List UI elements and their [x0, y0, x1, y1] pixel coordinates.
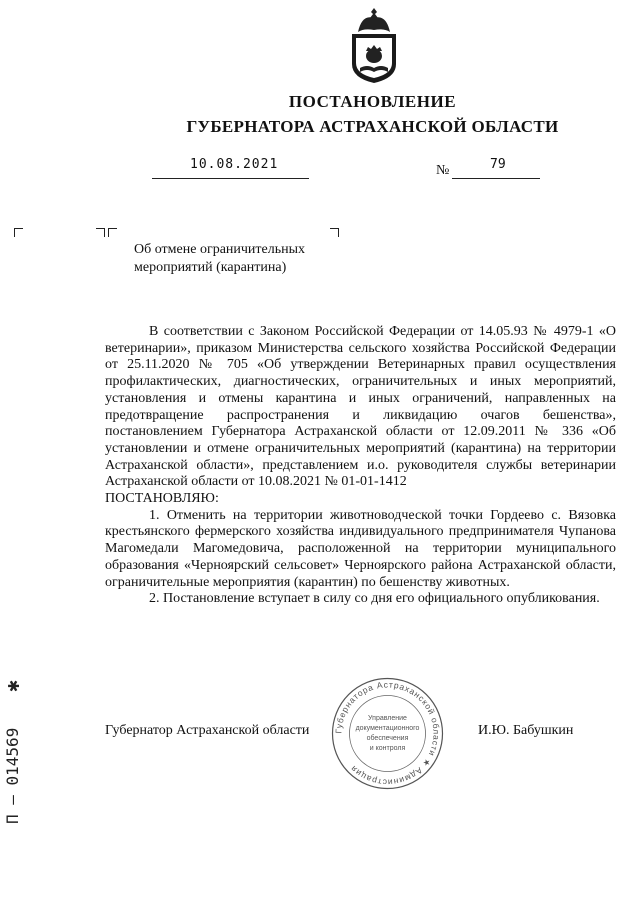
svg-text:документационного: документационного [355, 725, 420, 732]
document-subject [134, 241, 305, 277]
decree-word: ПОСТАНОВЛЯЮ: [105, 491, 219, 507]
intro-paragraph: В соответствии с Законом Российской Федерации от 14.05.93 № 4979-1 «О ветеринарии», приказом Министерства сельского хозяйства Российской Федерации от 25.11.2020 № 705 «Об утверждении Ветеринарных правил осуществления профилактических, диагностических, ограничительных и иных мероприятий, установления и отмены карантина и иных ограничений, направленных на предотвращение распространения и ликвидацию очагов бешенства», постановлением Губернатора Астраханской области от 12.09.2011 № 336 «Об установлении и отмене ограничительных мероприятий (карантина) на территории Астраханской области», представлением и.о. руководителя службы ветеринарии Астраханской области от 10.08.2021 № 01-01-1412 [105, 324, 616, 490]
coat-of-arms-emblem [344, 6, 404, 84]
corner-mark-middle-left [108, 228, 117, 237]
number-underline [452, 178, 540, 179]
subject-line-1: Об отмене ограничительных [134, 242, 306, 257]
svg-text:обеспечения: обеспечения [366, 735, 409, 742]
document-number: 79 [490, 157, 506, 172]
corner-mark-right [330, 228, 339, 237]
svg-text:Губернатора Астраханской облас: Губернатора Астраханской области ★ Администрация [333, 679, 442, 788]
item-2-paragraph: 2. Постановление вступает в силу со дня его официального опубликования. [149, 591, 600, 607]
registration-number: П – 014569 [3, 727, 22, 824]
document-body [105, 324, 616, 608]
item-1-paragraph: 1. Отменить на территории животноводческой точки Гордеево с. Вязовка крестьянского фермерского хозяйства индивидуального предпринимателя Чупанова Магомедали Магомедовича, расположенной на территории муниципального образования «Черноярский сельсовет» Черноярского района Астраханской области, ограничительные мероприятия (карантин) по бешенству животных. [105, 507, 616, 590]
number-sign: № [436, 163, 450, 178]
date-underline [152, 178, 309, 179]
subject-line-2: мероприятий (карантина) [134, 260, 287, 275]
svg-text:и контроля: и контроля [369, 745, 406, 752]
signatory-position: Губернатор Астраханской области [105, 723, 310, 738]
signatory-name: И.Ю. Бабушкин [478, 723, 574, 738]
document-date: 10.08.2021 [190, 157, 279, 172]
corner-mark-left [14, 228, 23, 237]
registration-side-mark [2, 676, 24, 824]
corner-mark-middle-right [96, 228, 105, 237]
svg-text:Управление: Управление [368, 715, 407, 722]
asterisk-icon: ✱ [5, 679, 23, 693]
document-issuer: ГУБЕРНАТОРА АСТРАХАНСКОЙ ОБЛАСТИ [186, 117, 559, 136]
official-stamp [330, 676, 445, 791]
document-title: ПОСТАНОВЛЕНИЕ [288, 92, 457, 111]
